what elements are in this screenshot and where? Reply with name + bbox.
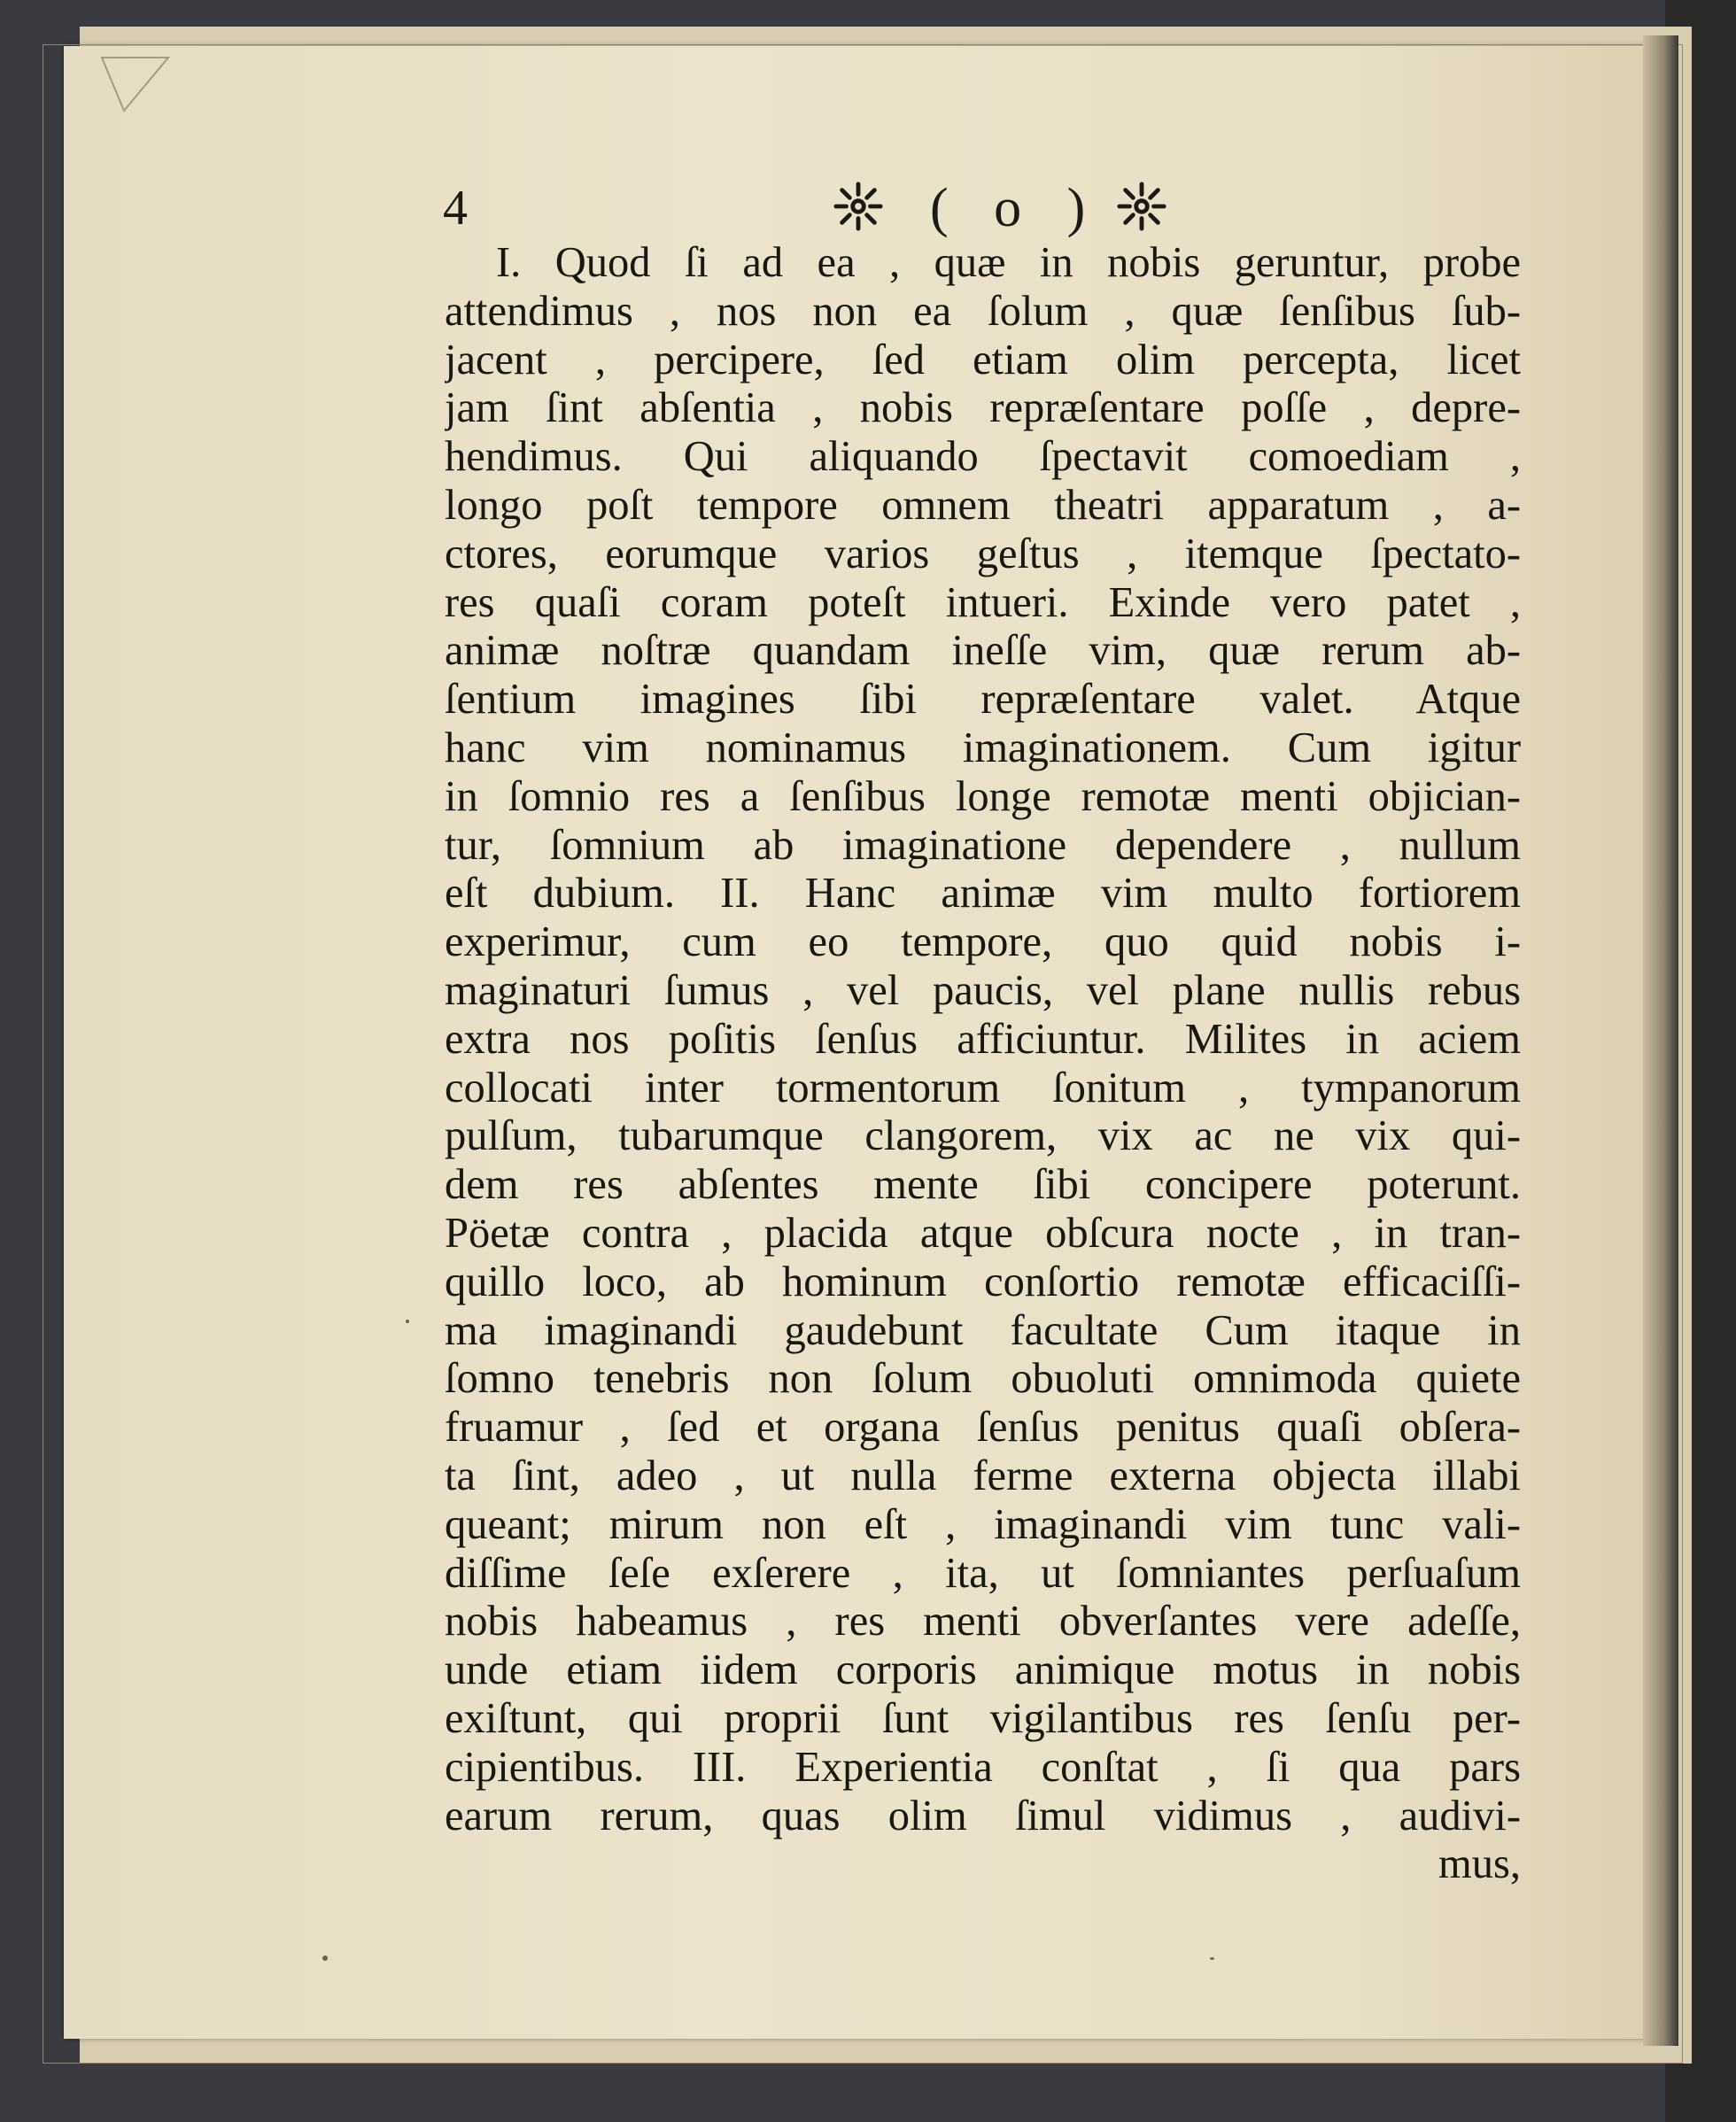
text-line: longo poſt tempore omnem theatri apparatum , a- (445, 481, 1521, 529)
text-line: ctores, eorumque varios geſtus , itemque ſpectato- (445, 530, 1521, 577)
text-line: maginaturi ſumus , vel paucis, vel plane nullis rebus (445, 966, 1521, 1014)
page-header (443, 168, 1523, 248)
text-line: unde etiam iidem corporis animique motus in nobis (445, 1646, 1521, 1694)
text-line: hendimus. Qui aliquando ſpectavit comoediam , (445, 433, 1521, 481)
text-line: ſomno tenebris non ſolum obuoluti omnimoda quiete (445, 1355, 1521, 1403)
text-line: jacent , percipere, ſed etiam olim percepta, licet (445, 336, 1521, 383)
text-line: pulſum, tubarumque clangorem, vix ac ne vix qui- (445, 1112, 1521, 1160)
text-line: hanc vim nominamus imaginationem. Cum igitur (445, 724, 1521, 771)
text-line: dem res abſentes mente ſibi concipere poterunt. (445, 1161, 1521, 1209)
body-text (445, 239, 1521, 1889)
text-line: jam ſint abſentia , nobis repræſentare poſſe , depre- (445, 384, 1521, 432)
text-line: ta ſint, adeo , ut nulla ferme externa objecta illabi (445, 1452, 1521, 1499)
book-spine-shadow (1643, 35, 1678, 2046)
flower-ornament-icon (1116, 181, 1167, 232)
text-line: collocati inter tormentorum ſonitum , tympanorum (445, 1064, 1521, 1111)
page-number: 4 (443, 181, 468, 236)
text-line: ma imaginandi gaudebunt facultate Cum itaque in (445, 1306, 1521, 1354)
text-line: earum rerum, quas olim ſimul vidimus , audivi- (445, 1792, 1521, 1839)
text-line: res quaſi coram poteſt intueri. Exinde vero patet , (445, 578, 1521, 626)
text-line: queant; mirum non eſt , imaginandi vim tunc vali- (445, 1500, 1521, 1548)
text-line: diſſime ſeſe exſerere , ita, ut ſomniantes perſuaſum (445, 1549, 1521, 1597)
text-line: animæ noſtræ quandam ineſſe vim, quæ rerum ab- (445, 627, 1521, 675)
header-parens: ( o ) (930, 178, 1102, 238)
text-line: experimur, cum eo tempore, quo quid nobis i- (445, 918, 1521, 966)
text-line: in ſomnio res a ſenſibus longe remotæ menti objician- (445, 772, 1521, 820)
text-line: attendimus , nos non ea ſolum , quæ ſenſibus ſub- (445, 287, 1521, 335)
text-line: exiſtunt, qui proprii ſunt vigilantibus res ſenſu per- (445, 1694, 1521, 1742)
ink-speck (1210, 1957, 1214, 1960)
corner-fold-mark (97, 53, 177, 115)
text-line: fruamur , ſed et organa ſenſus penitus quaſi obſera- (445, 1404, 1521, 1452)
text-line: tur, ſomnium ab imaginatione dependere , nullum (445, 821, 1521, 869)
text-line: quillo loco, ab hominum conſortio remotæ efficaciſſi- (445, 1258, 1521, 1305)
text-line: cipientibus. III. Experientia conſtat , ſi qua pars (445, 1743, 1521, 1791)
text-line: extra nos poſitis ſenſus afficiuntur. Milites in aciem (445, 1015, 1521, 1063)
text-line: I. Quod ſi ad ea , quæ in nobis geruntur, probe (496, 239, 1521, 286)
ink-speck (322, 1955, 328, 1961)
flower-ornament-icon (833, 181, 884, 232)
ink-speck (406, 1320, 409, 1323)
catchword: mus, (1438, 1840, 1521, 1888)
text-line: nobis habeamus , res menti obverſantes vere adeſſe, (445, 1598, 1521, 1646)
text-line: ſentium imagines ſibi repræſentare valet. Atque (445, 676, 1521, 724)
text-line: eſt dubium. II. Hanc animæ vim multo fortiorem (445, 870, 1521, 918)
text-line: Pöetæ contra , placida atque obſcura nocte , in tran- (445, 1209, 1521, 1257)
